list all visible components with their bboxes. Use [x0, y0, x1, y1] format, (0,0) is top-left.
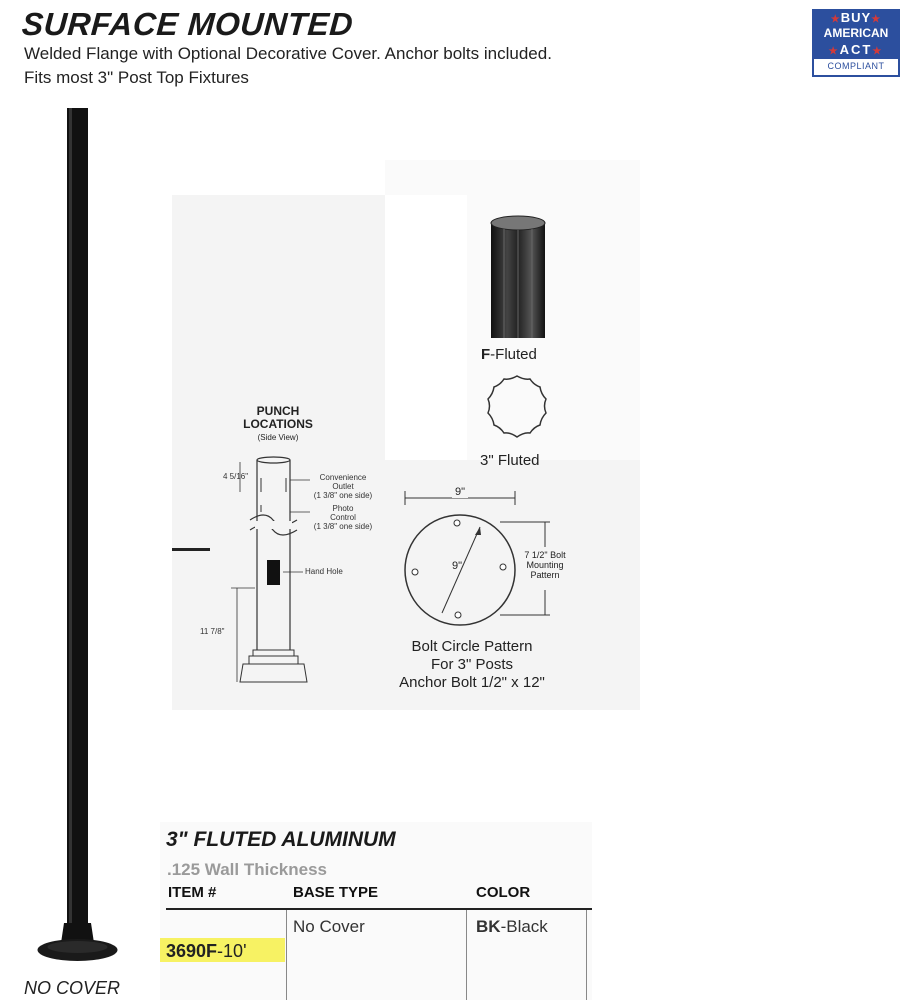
- diagram-gap: [385, 195, 467, 460]
- page-title: SURFACE MOUNTED: [20, 6, 355, 42]
- pole-image: [30, 108, 140, 968]
- bolt-mounting-label: 7 1/2" Bolt Mounting Pattern: [524, 550, 566, 580]
- table-header-rule: [166, 908, 592, 910]
- fluted-cross-section: [482, 372, 552, 442]
- fluted-3-label: 3" Fluted: [480, 452, 540, 469]
- star-icon: ★: [871, 14, 882, 25]
- subtitle-line-2: Fits most 3" Post Top Fixtures: [24, 68, 249, 87]
- hand-hole-label: Hand Hole: [305, 567, 343, 576]
- badge-line-3: ★ACT★: [814, 42, 898, 58]
- no-cover-caption: NO COVER: [24, 978, 121, 998]
- badge-line-4: COMPLIANT: [814, 58, 898, 73]
- buy-american-badge: [812, 9, 900, 77]
- subtitle-line-1: Welded Flange with Optional Decorative Cover. Anchor bolts included.: [24, 44, 552, 63]
- dim-bottom-label: 11 7/8": [200, 627, 225, 636]
- color-value: BK-Black: [476, 917, 548, 936]
- table-col-divider-2: [466, 910, 467, 1000]
- table-col-divider-1: [286, 910, 287, 1000]
- table-title: 3" FLUTED ALUMINUM: [166, 828, 396, 851]
- header-base-type: BASE TYPE: [293, 884, 379, 901]
- fluted-label: F-Fluted: [481, 346, 537, 363]
- fluted-post-image: [488, 215, 548, 340]
- badge-line-1: ★BUY★: [814, 11, 898, 26]
- star-icon: ★: [872, 46, 884, 57]
- header-color: COLOR: [476, 884, 531, 901]
- table-col-divider-3: [586, 910, 587, 1000]
- base-type-value: No Cover: [293, 917, 365, 936]
- photo-control-label: Photo Control (1 3/8" one side): [313, 504, 373, 531]
- dim-9-top-label: 9": [452, 486, 468, 498]
- badge-line-2: AMERICAN: [814, 26, 898, 42]
- convenience-outlet-label: Convenience Outlet (1 3/8" one side): [313, 473, 373, 500]
- dim-9-center-label: 9": [452, 560, 463, 572]
- dim-top-label: 4 5/16": [223, 472, 249, 481]
- bolt-circle-caption: Bolt Circle Pattern For 3" Posts Anchor Bolt 1/2" x 12": [399, 638, 545, 691]
- star-icon: ★: [830, 14, 841, 25]
- header-item: ITEM #: [168, 884, 217, 901]
- table-subtitle: .125 Wall Thickness: [167, 860, 327, 879]
- item-number: 3690F-10': [166, 941, 247, 961]
- star-icon: ★: [828, 46, 840, 57]
- punch-locations-title: PUNCH LOCATIONS (Side View): [243, 404, 313, 442]
